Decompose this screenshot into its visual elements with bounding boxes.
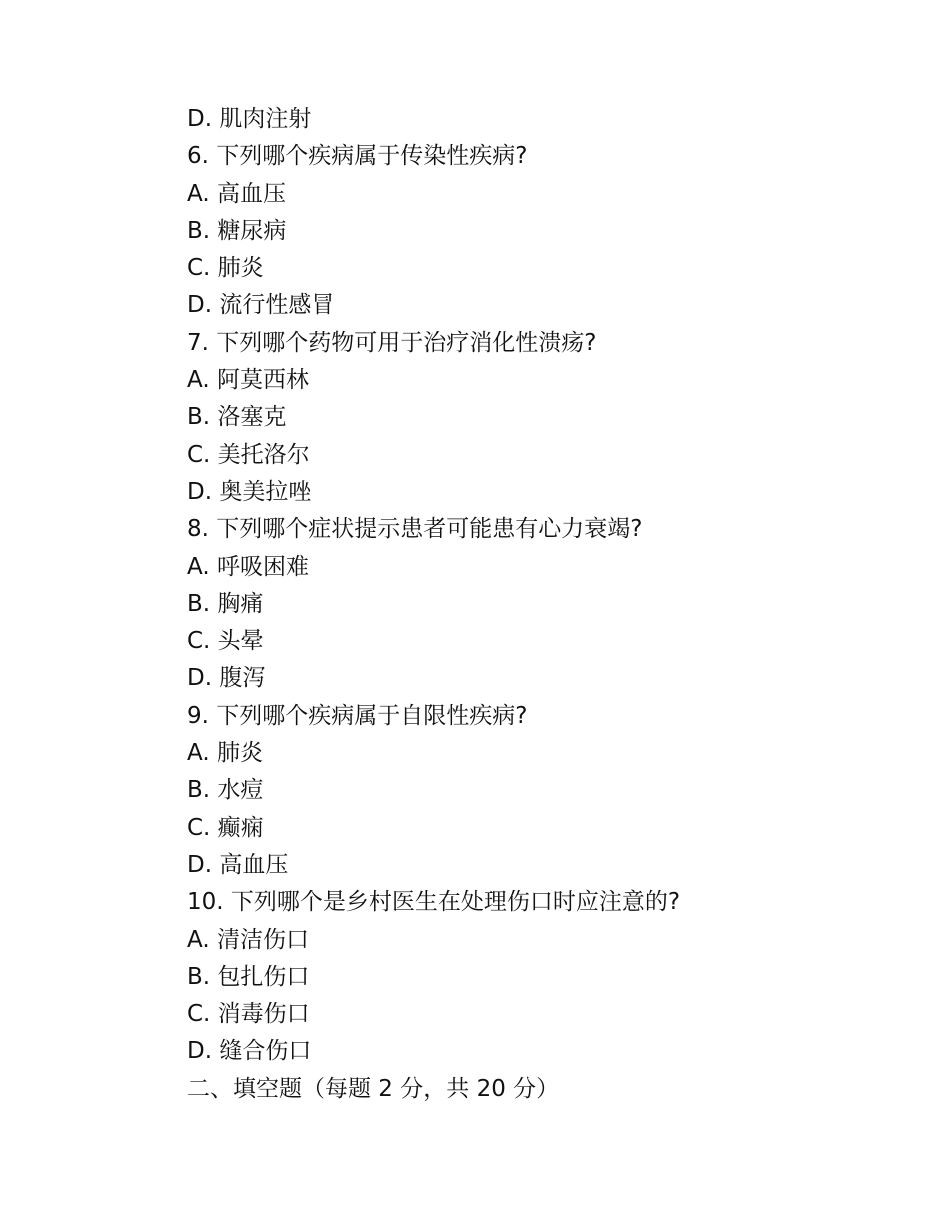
option-7c: C. 美托洛尔 bbox=[187, 441, 310, 468]
question-7: 7. 下列哪个药物可用于治疗消化性溃疡? bbox=[187, 329, 597, 356]
question-8: 8. 下列哪个症状提示患者可能患有心力衰竭? bbox=[187, 516, 643, 543]
option-10c: C. 消毒伤口 bbox=[187, 1001, 310, 1028]
option-9b: B. 水痘 bbox=[187, 777, 264, 804]
question-10: 10. 下列哪个是乡村医生在处理伤口时应注意的? bbox=[187, 889, 681, 916]
option-7b: B. 洛塞克 bbox=[187, 404, 287, 431]
option-5d: D. 肌肉注射 bbox=[187, 106, 312, 132]
option-8c: C. 头晕 bbox=[187, 628, 264, 655]
option-9c: C. 癫痫 bbox=[187, 814, 264, 841]
option-10a: A. 清洁伤口 bbox=[187, 926, 309, 953]
option-9a: A. 肺炎 bbox=[187, 740, 263, 767]
option-7a: A. 阿莫西林 bbox=[187, 367, 309, 394]
option-8a: A. 呼吸困难 bbox=[187, 553, 309, 580]
option-6c: C. 肺炎 bbox=[187, 255, 264, 282]
option-10d: D. 缝合伤口 bbox=[187, 1038, 312, 1065]
option-8b: B. 胸痛 bbox=[187, 590, 264, 617]
option-6b: B. 糖尿病 bbox=[187, 217, 287, 244]
option-6a: A. 高血压 bbox=[187, 180, 286, 207]
question-list bbox=[187, 101, 887, 1108]
question-9: 9. 下列哪个疾病属于自限性疾病? bbox=[187, 702, 528, 729]
section-heading: 二、填空题（每题 2 分，共 20 分） bbox=[187, 1075, 560, 1102]
option-10b: B. 包扎伤口 bbox=[187, 963, 310, 990]
option-7d: D. 奥美拉唑 bbox=[187, 478, 312, 505]
question-6: 6. 下列哪个疾病属于传染性疾病? bbox=[187, 143, 528, 170]
option-8d: D. 腹泻 bbox=[187, 665, 266, 692]
option-9d: D. 高血压 bbox=[187, 851, 289, 878]
option-6d: D. 流行性感冒 bbox=[187, 292, 335, 319]
